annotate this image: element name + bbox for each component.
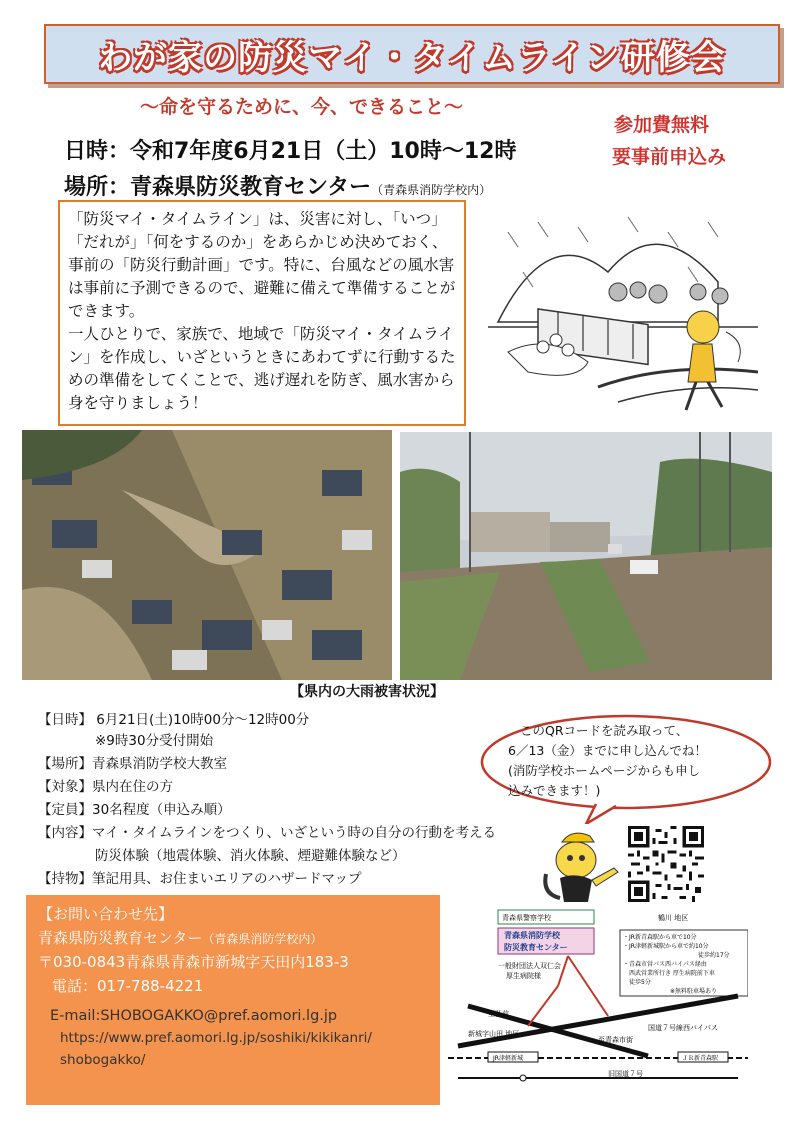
event-date: 日時：令和7年度6月21日（土）10時～12時 xyxy=(64,139,517,164)
bubble-line-1: このQRコードを読み取って、 xyxy=(520,723,689,738)
map-station-2: ＪＲ新青森駅 xyxy=(682,1055,719,1062)
detail-reception-note: ※9時30分受付開始 xyxy=(95,733,214,749)
map-area-top: 鶴川 地区 xyxy=(658,914,689,922)
bubble-line-3: (消防学校ホームページからも申し xyxy=(508,763,701,778)
contact-address: 〒030-0843青森県青森市新城字天田内183-3 xyxy=(38,953,349,971)
detail-target: 【対象】県内在住の方 xyxy=(38,779,173,795)
contact-organization-note: （青森県消防学校内） xyxy=(202,932,323,946)
map-to-hirosaki: 至弘前 xyxy=(488,1010,509,1018)
map-access-3: 徒歩約17分 xyxy=(698,952,730,959)
map-access-4: ・青森市営バス西バイパス経由 xyxy=(623,961,707,968)
flood-evacuation-illustration xyxy=(488,212,758,422)
contact-url-link-continued[interactable]: shobogakko/ xyxy=(60,1052,146,1068)
map-access-1: ・JR新青森駅から車で10分 xyxy=(623,934,697,941)
title-banner xyxy=(44,24,780,84)
bubble-line-2: 6／13（金）までに申し込んでね！ xyxy=(508,743,707,758)
detail-items: 【持物】筆記用具、お住まいエリアのハザードマップ xyxy=(38,871,362,887)
contact-phone[interactable]: 電話：017-788-4221 xyxy=(52,977,204,995)
detail-place: 【場所】青森県消防学校大教室 xyxy=(38,756,227,772)
contact-url-link[interactable]: https://www.pref.aomori.lg.jp/soshiki/kikikanri/ xyxy=(60,1030,372,1046)
access-map xyxy=(448,906,748,1086)
photo-caption: 【県内の大雨被害状況】 xyxy=(290,681,444,701)
event-place xyxy=(64,170,491,201)
contact-heading: 【お問い合わせ先】 xyxy=(38,905,174,923)
detail-date: 【日時】 6月21日(土)10時00分～12時00分 xyxy=(38,712,310,728)
map-to-aomori: 至青森市街 xyxy=(598,1036,633,1044)
subtitle: ～命を守るために、今、できること～ xyxy=(140,96,464,118)
map-old-route: 旧国道７号 xyxy=(608,1070,643,1078)
description-paragraph-2: 一人ひとりで、家族で、地域で「防災マイ・タイムライン」を作成し、いざというときにあわてずに行動するための準備をしてくことで、逃げ遅れを防ぎ、風水害から身を守りましょう！ xyxy=(68,325,456,412)
detail-capacity: 【定員】30名程度（申込み順） xyxy=(38,802,231,818)
map-station-1: JR津軽新城 xyxy=(493,1055,523,1062)
map-access-6: 徒歩5分 xyxy=(629,979,651,986)
map-disaster-center: 防災教育センター xyxy=(504,943,568,952)
contact-email-link[interactable]: E-mail:SHOBOGAKKO@pref.aomori.lg.jp xyxy=(50,1008,338,1024)
qr-code-icon[interactable] xyxy=(628,826,704,902)
bubble-line-4: 込みできます！) xyxy=(508,783,601,798)
map-parking-note: ※無料駐車場あり xyxy=(670,988,718,995)
page-title: わが家の防災マイ・タイムライン研修会 xyxy=(98,37,726,78)
map-route-7: 国道７号線西バイパス xyxy=(648,1024,718,1032)
free-participation-label: 参加費無料 xyxy=(614,114,710,136)
event-place-name: 場所：青森県防災教育センター xyxy=(64,175,372,200)
firefighter-mascot-icon xyxy=(542,828,622,906)
map-access-2: ・JR津軽新城駅から車で約10分 xyxy=(623,943,709,950)
map-police-school: 青森県警察学校 xyxy=(502,914,551,922)
description-box xyxy=(58,200,466,426)
flooded-road-photo xyxy=(400,432,772,680)
description-paragraph-1: 「防災マイ・タイムライン」は、災害に対し、「いつ」「だれが」「何をするのか」をあらかじめ決めておく、事前の「防災行動計画」です。特に、台風などの風水害は事前に予測できるので、避難に備えて準備することができます。 xyxy=(68,210,456,320)
detail-content: 【内容】マイ・タイムラインをつくり、いざという時の自分の行動を考える xyxy=(38,825,497,841)
contact-organization-name: 青森県防災教育センター xyxy=(38,929,203,947)
registration-required-label: 要事前申込み xyxy=(612,146,727,168)
detail-content-2: 防災体験（地震体験、消火体験、煙避難体験など） xyxy=(95,848,406,864)
landslide-damage-photo xyxy=(22,430,392,680)
map-hospital-2: 厚生病院様 xyxy=(506,972,541,980)
contact-box xyxy=(26,895,440,1105)
event-place-note: （青森県消防学校内） xyxy=(371,183,492,197)
map-access-5: 西武営業所行き 厚生病院前下車 xyxy=(629,970,715,977)
contact-organization xyxy=(38,928,322,949)
map-area-bottom: 新城字山田 地区 xyxy=(468,1030,520,1038)
map-hospital-1: 一般財団法人双仁会 xyxy=(498,962,561,970)
map-fire-school: 青森県消防学校 xyxy=(504,931,560,940)
